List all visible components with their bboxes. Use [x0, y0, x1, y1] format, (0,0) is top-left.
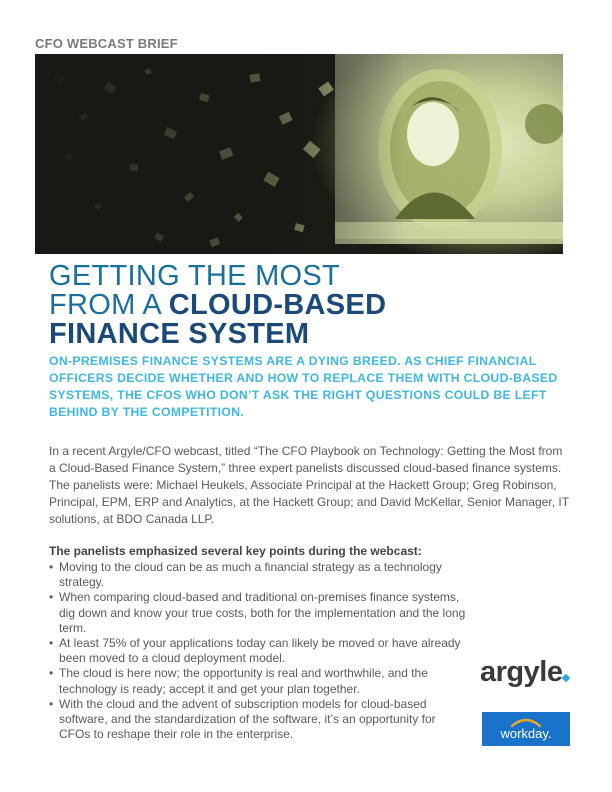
list-item-text: At least 75% of your applications today can likely be moved or have already been moved to a cloud deployment model. [59, 636, 461, 666]
list-item [49, 590, 469, 636]
key-points-heading: The panelists emphasized several key points during the webcast: [49, 544, 422, 558]
subheading: ON-PREMISES FINANCE SYSTEMS ARE A DYING BREED. AS CHIEF FINANCIAL OFFICERS DECIDE WHETHER AND HOW TO REPLACE THEM WITH CLOUD-BASED SYSTEMS, THE CFOS WHO DON’T ASK THE RIGHT QUESTIONS COULD BE LEFT BEHIND BY THE COMPETITION. [49, 354, 558, 419]
title-line-2-thin: FROM A [49, 289, 169, 321]
title-line-1: GETTING THE MOST [49, 260, 341, 292]
dollar-bill-illustration [35, 54, 563, 254]
argyle-logo [480, 656, 569, 689]
workday-logo [482, 712, 570, 746]
argyle-dot-icon [562, 674, 570, 682]
bullet-icon: • [49, 590, 54, 605]
workday-logo-text: workday. [500, 726, 552, 741]
brief-label: CFO WEBCAST BRIEF [35, 36, 178, 51]
list-item-text: Moving to the cloud can be as much a financial strategy as a technology strategy. [59, 560, 442, 590]
title-line-3: FINANCE SYSTEM [49, 318, 310, 350]
page-title [49, 262, 569, 349]
hero-image [35, 54, 563, 254]
key-points-list [49, 560, 469, 742]
list-item-text: With the cloud and the advent of subscription models for cloud-based software, and the standardization of the software, it’s an opportunity for CFOs to reshape their role in the enterprise. [59, 696, 436, 742]
list-item [49, 666, 469, 696]
title-line-2-bold: CLOUD-BASED [168, 289, 387, 321]
list-item [49, 636, 469, 666]
list-item [49, 560, 469, 590]
bullet-icon: • [49, 636, 54, 651]
intro-paragraph: In a recent Argyle/CFO webcast, titled “The CFO Playbook on Technology: Getting the Most from a Cloud-Based Finance System,” three expert panelists discussed cloud-based finance systems. The panelists were: Michael Heukels, Associate Principal at the Hackett Group; Greg Robinson, Principal, EPM, ERP and Analytics, at the Hackett Group; and David McKellar, Senior Manager, IT solutions, at BDO Canada LLP. [49, 444, 569, 526]
bullet-icon: • [49, 666, 54, 681]
list-item-text: When comparing cloud-based and traditional on-premises finance systems, dig down and know your true costs, both for the implementation and the long term. [59, 590, 466, 635]
list-item [49, 697, 469, 743]
bullet-icon: • [49, 696, 54, 711]
bullet-icon: • [49, 560, 54, 574]
argyle-logo-text: argyle [480, 656, 563, 688]
list-item-text: The cloud is here now; the opportunity is real and worthwhile, and the technology is ready; accept it and get your plan together. [59, 666, 428, 696]
